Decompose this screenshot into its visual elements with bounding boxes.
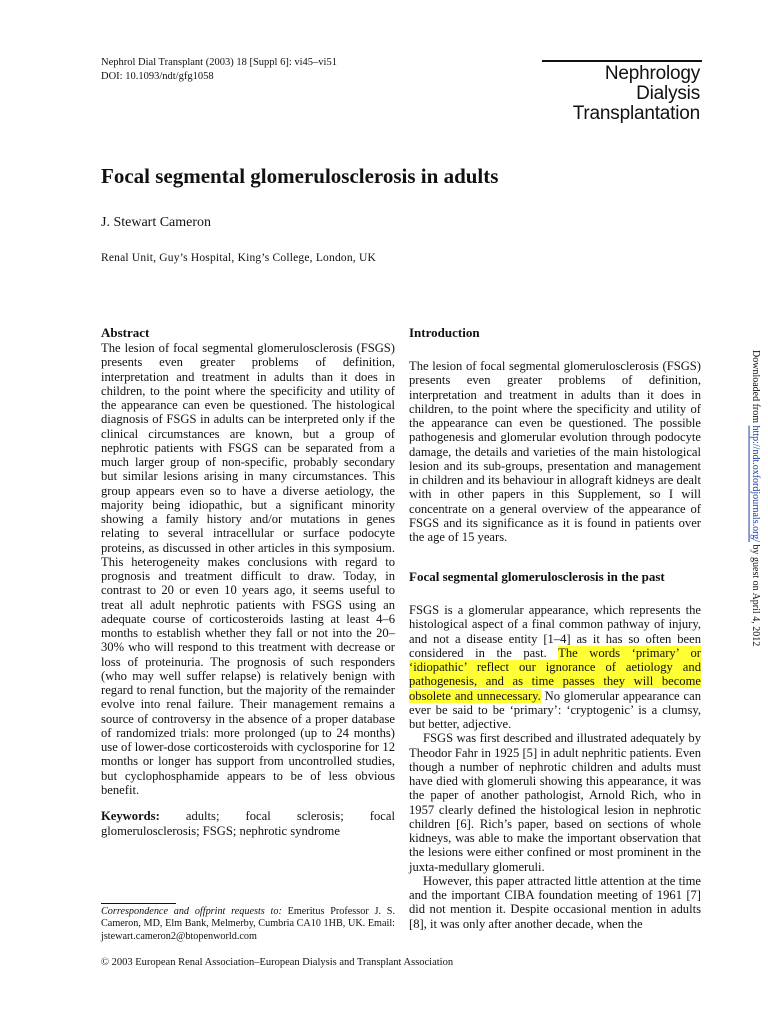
past-p1-text-after: No glomerular appearance can ever be said to be ‘primary’: ‘cryptogenic’ is a clumsy, but better, adjective. xyxy=(409,688,701,731)
introduction-text: The lesion of focal segmental glomerulosclerosis (FSGS) presents even greater problems of definition, interpretation and treatment in adults than it does in children, to the point where the specificity and utility of the appearance can even be questioned. The possible pathogenesis and glomerular evolution through podocyte damage, the details and varieties of the main histological lesion and its sub-groups, presentation and management in children and its behaviour in allograft kidneys are dealt with in other papers in this Supplement, so I will concentrate on a general overview of the appearance of FSGS and its significance as it is found in patients over the age of 15 years. xyxy=(409,359,701,544)
download-watermark xyxy=(746,350,762,670)
footnote-rule xyxy=(101,903,176,904)
highlighted-text: The words ‘primary’ or ‘idiopathic’ reflect our ignorance of aetiology and pathogenesis, and as time passes they will become obsolete and unnecessary. xyxy=(409,645,701,703)
keywords-text: adults; focal sclerosis; focal glomerulosclerosis; FSGS; nephrotic syndrome xyxy=(101,809,395,838)
correspondence-note xyxy=(101,906,395,943)
header-citation xyxy=(101,56,337,84)
download-suffix: by guest on April 4, 2012 xyxy=(750,542,761,647)
past-p1-text: FSGS is a glomerular appearance, which represents the histological aspect of a final common pathway of injury, and not a disease entity [1–4] as it has so often been considered in the past. xyxy=(409,603,701,660)
author-affiliation: Renal Unit, Guy’s Hospital, King’s College, London, UK xyxy=(101,252,376,264)
abstract-heading: Abstract xyxy=(101,325,150,340)
introduction-section xyxy=(409,325,701,544)
journal-logo xyxy=(520,64,700,124)
introduction-heading: Introduction xyxy=(409,325,480,340)
abstract-section xyxy=(101,325,395,797)
past-heading: Focal segmental glomerulosclerosis in the past xyxy=(409,569,665,584)
article-title: Focal segmental glomerulosclerosis in adults xyxy=(101,164,499,188)
correspondence-label: Correspondence and offprint requests to: xyxy=(101,906,282,917)
copyright-notice: © 2003 European Renal Association–European Dialysis and Transplant Association xyxy=(101,957,454,968)
correspondence-text: Emeritus Professor J. S. Cameron, MD, Elm Bank, Melmerby, Cumbria CA10 1HB, UK. Email: jstewart.cameron2@btopenworld.com xyxy=(101,906,396,942)
author-name: J. Stewart Cameron xyxy=(101,215,212,230)
past-paragraph-1 xyxy=(409,603,701,731)
journal-name-line: Dialysis xyxy=(636,83,700,104)
keywords-label: Keywords: xyxy=(101,809,160,823)
past-paragraph-3: However, this paper attracted little attention at the time and the important CIBA foundation meeting of 1961 [7] did not mention it. Despite occasional mention in adults [8], it was only after another decade, when the xyxy=(409,873,701,931)
journal-name-line: Nephrology xyxy=(604,63,700,84)
download-prefix: Downloaded from xyxy=(750,350,761,426)
past-section xyxy=(409,569,701,931)
keywords-section xyxy=(101,809,395,838)
past-paragraph-2: FSGS was first described and illustrated adequately by Theodor Fahr in 1925 [5] in adult nephritic patients. Even though a number of nephrotic children and adults must have died with glomeruli showing this appearance, it was the paper of another pathologist, Arnold Rich, who in 1957 clearly defined the histological lesion in nephrotic children [6]. Rich’s paper, based on sections of whole kidneys, was able to make the important observation that the lesions were either confined or most prominent in the juxta-medullary glomeruli. xyxy=(409,731,701,874)
journal-rule xyxy=(542,60,702,62)
abstract-text: The lesion of focal segmental glomerulosclerosis (FSGS) presents even greater problems of definition, interpretation and treatment in adults than it does in children, to the point where the specificity and utility of the appearance can even be questioned. The histological diagnosis of FSGS in adults can be interpreted only if the clinical circumstances are known, but a group of nephrotic patients with FSGS can be separated from a much larger group of non-specific, probably secondary but similar lesions arising in many circumstances. This group appears even so to have a diverse aetiology, the majority being idiopathic, but a significant minority showing a family history and/or mutations in genes relating to several intracellular or surface podocyte proteins, as discussed in other articles in this symposium. This heterogeneity makes conclusions with regard to prognosis and treatment difficult to draw. Today, in contrast to 20 or even 10 years ago, it seems useful to treat all adult nephrotic patients with FSGS using an adequate course of corticosteroids lasting at least 4–6 months to establish whether they fall or not into the 20–30% who will respond to this treatment with decrease or loss of proteinuria. The prognosis of such responders (who may well suffer relapse) is relatively benign with regard to renal function, but the majority of the remainder evolve into renal failure. Their management remains a source of controversy in the absence of a proper database of randomized trials: more prolonged (up to 24 months) use of lower-dose corticosteroids with cyclosporine for 12 months or longer has support from uncontrolled studies, but cyclophosphamide appears to be of less obvious benefit. xyxy=(101,341,395,797)
doi-line: DOI: 10.1093/ndt/gfg1058 xyxy=(101,71,214,82)
download-link[interactable]: http://ndt.oxfordjournals.org/ xyxy=(750,425,761,543)
citation-line: Nephrol Dial Transplant (2003) 18 [Suppl 6]: vi45–vi51 xyxy=(101,57,337,68)
journal-name-line: Transplantation xyxy=(572,103,700,124)
